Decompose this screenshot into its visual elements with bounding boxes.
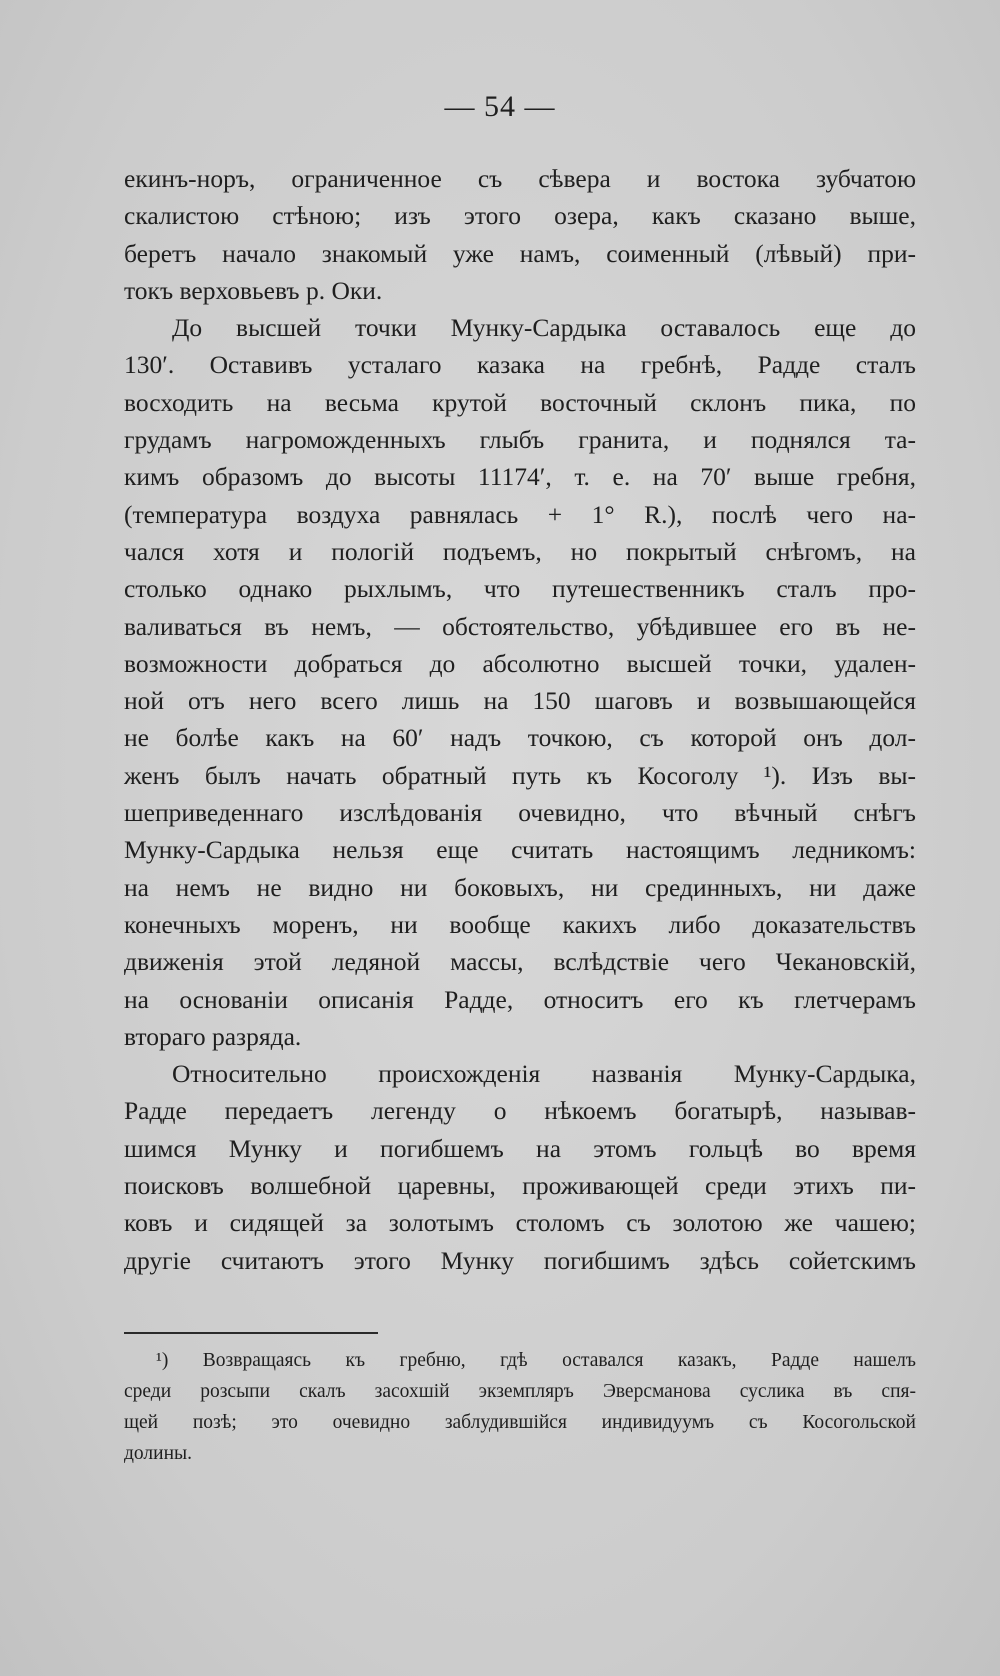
text-line: 130′. Оставивъ усталаго казака на гребнѣ, Радде сталъ xyxy=(124,350,916,380)
text-line: Радде передаетъ легенду о нѣкоемъ богатырѣ, называв- xyxy=(124,1096,916,1126)
text-line: (температура воздуха равнялась + 1° R.), послѣ чего на- xyxy=(124,499,916,529)
text-line: екинъ-норъ, ограниченное съ сѣвера и востока зубчатою xyxy=(124,164,916,193)
text-line: грудамъ нагроможденныхъ глыбъ гранита, и поднялся та- xyxy=(124,425,916,455)
text-line: шеприведеннаго изслѣдованія очевидно, что вѣчный снѣгъ xyxy=(124,798,916,828)
text-line: на немъ не видно ни боковыхъ, ни срединныхъ, ни даже xyxy=(124,872,916,902)
text-line: чался хотя и пологій подъемъ, но покрытый снѣгомъ, на xyxy=(124,536,916,566)
text-line: Относительно происхожденія названія Мунку-Сардыка, xyxy=(172,1059,916,1089)
footnote xyxy=(124,1345,916,1469)
text-line: шимся Мунку и погибшемъ на этомъ гольцѣ во время xyxy=(124,1133,916,1163)
text-line: кимъ образомъ до высоты 11174′, т. е. на 70′ выше гребня, xyxy=(124,462,916,492)
text-line: на основаніи описанія Радде, относитъ его къ глетчерамъ xyxy=(124,984,916,1014)
text-line: Мунку-Сардыка нельзя еще считать настоящимъ ледникомъ: xyxy=(124,835,916,865)
page-number: — 54 — xyxy=(444,90,556,123)
text-line: ной отъ него всего лишь на 150 шаговъ и возвышающейся xyxy=(124,686,916,716)
text-line: столько однако рыхлымъ, что путешественникъ сталъ про- xyxy=(124,574,916,604)
text-line: восходить на весьма крутой восточный склонъ пика, по xyxy=(124,387,916,417)
text-line: токъ верховьевъ р. Оки. xyxy=(124,275,383,305)
footnote-line: долины. xyxy=(124,1443,192,1464)
body-text xyxy=(124,160,916,1279)
footnote-line: щей позѣ; это очевидно заблудившійся индивидуумъ съ Косогольской xyxy=(124,1412,916,1433)
text-line: валиваться въ немъ, — обстоятельство, убѣдившее его въ не- xyxy=(124,611,916,641)
text-line: скалистою стѣною; изъ этого озера, какъ сказано выше, xyxy=(124,201,916,231)
text-line: движенія этой ледяной массы, вслѣдствіе чего Чекановскій, xyxy=(124,947,916,977)
text-line: До высшей точки Мунку-Сардыка оставалось еще до xyxy=(172,313,916,343)
text-line: женъ былъ начать обратный путь къ Косоголу ¹). Изъ вы- xyxy=(124,760,916,790)
footnote-line: ¹) Возвращаясь къ гребню, гдѣ оставался казакъ, Радде нашелъ xyxy=(156,1350,916,1371)
text-line: поисковъ волшебной царевны, проживающей среди этихъ пи- xyxy=(124,1171,916,1201)
footnote-separator xyxy=(124,1332,378,1334)
text-line: не болѣе какъ на 60′ надъ точкою, съ которой онъ дол- xyxy=(124,723,916,753)
text-line: беретъ начало знакомый уже намъ, соименный (лѣвый) при- xyxy=(124,238,916,268)
text-line: ковъ и сидящей за золотымъ столомъ съ золотою же чашею; xyxy=(124,1208,916,1238)
text-line: конечныхъ моренъ, ни вообще какихъ либо доказательствъ xyxy=(124,909,916,939)
text-line: возможности добраться до абсолютно высшей точки, удален- xyxy=(124,648,916,678)
text-line: втораго разряда. xyxy=(124,1021,302,1051)
text-line: другіе считаютъ этого Мунку погибшимъ здѣсь сойетскимъ xyxy=(124,1245,916,1275)
footnote-line: среди розсыпи скалъ засохшій экземпляръ Эверсманова суслика въ спя- xyxy=(124,1381,916,1402)
